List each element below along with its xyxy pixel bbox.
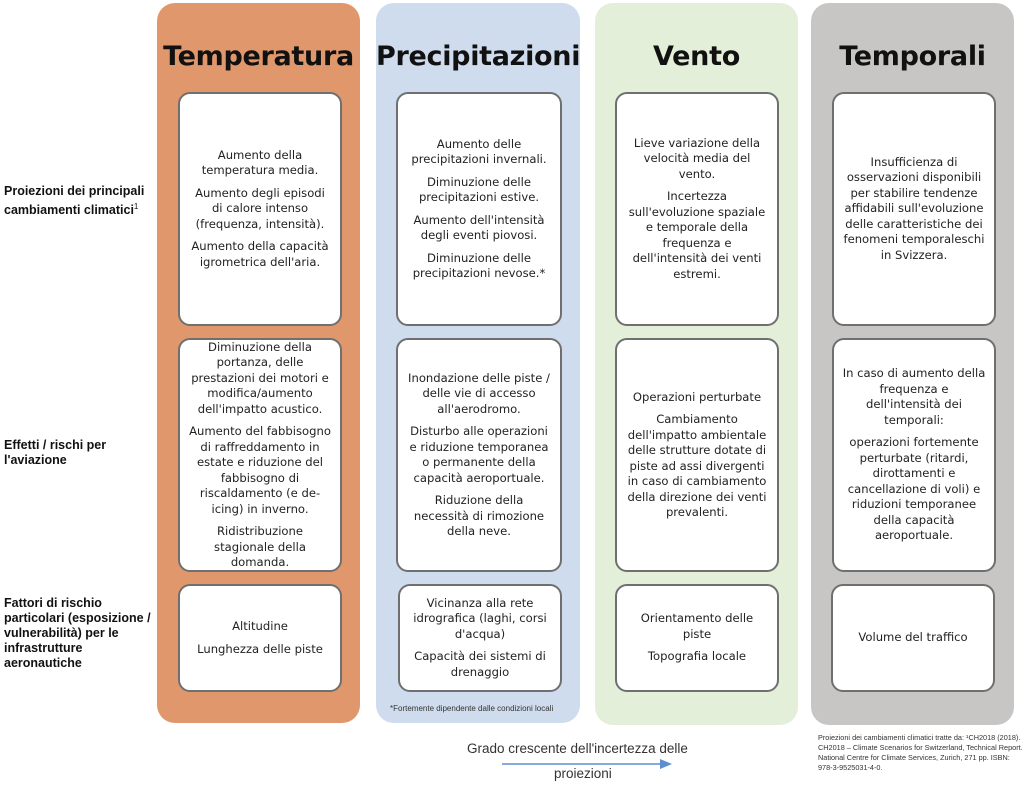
projections-box-vento [615,92,779,326]
column-temporali [811,3,1014,725]
source-note: Proiezioni dei cambiamenti climatici tratte da: ¹CH2018 (2018). CH2018 – Climate Scenarios for Switzerland, Technical Report. National Centre for Climate Services, Zurich, 271 pp. ISBN: 978-3-9525031-4-0. [818,733,1023,772]
column-title-temperatura: Temperatura [163,41,354,72]
projection-text: Aumento della temperatura media. [201,147,319,178]
effect-text: Aumento del fabbisogno di raffreddamento in estate e riduzione del fabbisogno di riscaldamento (e de-icing) in inverno. [189,424,331,516]
projection-text: Insufficienza di osservazioni disponibili per stabilire tendenze affidabili sull'evoluzione delle caratteristiche dei fenomeni temporaleschi in Svizzera. [843,154,985,262]
effect-text: Diminuzione della portanza, delle prestazioni dei motori e modifica/aumento dell'impatto acustico. [191,339,329,416]
row-label-projections-text: Proiezioni dei principali cambiamenti climatici [4,184,145,218]
row-label-factors-text: Fattori di rischio particolari (esposizione / vulnerabilità) per le infrastrutture aeronautiche [4,596,151,670]
factor-text: Capacità dei sistemi di drenaggio [414,649,546,679]
factors-box-precipitazioni [398,584,562,692]
column-title-precipitazioni: Precipitazioni [376,41,581,72]
row-label-effects [4,438,152,468]
factors-box-temporali [831,584,995,692]
projections-box-temporali [832,92,996,326]
column-temperatura [157,3,360,723]
effect-text: Operazioni perturbate [632,389,762,404]
factor-text: Lunghezza delle piste [197,641,323,656]
factor-text: Topografia locale [647,649,747,664]
row-label-projections [4,184,152,218]
uncertainty-label-line1: Grado crescente dell'incertezza delle [467,741,688,756]
effect-text: Ridistribuzione stagionale della domanda. [214,524,306,569]
effect-text: Inondazione delle piste / delle vie di accesso all'aerodromo. [408,370,550,416]
projection-text: Incertezza sull'evoluzione spaziale e temporale della frequenza e dell'intensità dei venti estremi. [628,189,766,281]
column-precipitazioni [376,3,580,723]
uncertainty-label-line2: proiezioni [554,766,612,781]
column-title-vento: Vento [653,41,740,72]
effect-text: Disturbo alle operazioni e riduzione temporanea o permanente della capacità aeroportuale. [409,424,549,485]
projection-text: Lieve variazione della velocità media del vento. [633,135,761,181]
projections-box-precipitazioni [396,92,562,326]
factor-text: Volume del traffico [858,630,968,645]
factors-box-temperatura [178,584,342,692]
column-vento [595,3,798,725]
projection-text: Aumento della capacità igrometrica dell'aria. [191,239,329,269]
factor-text: Vicinanza alla rete idrografica (laghi, corsi d'acqua) [413,595,547,641]
projection-text: Aumento delle precipitazioni invernali. [411,136,547,166]
effect-text: Cambiamento dell'impatto ambientale delle strutture dotate di piste ad assi divergenti in caso di cambiamento della direzione dei venti prevalenti. [627,412,767,519]
factor-text: Altitudine [232,619,288,633]
effect-text: Riduzione della necessità di rimozione della neve. [413,493,545,538]
effects-box-precipitazioni [396,338,562,572]
factors-box-vento [615,584,779,692]
column-title-temporali: Temporali [839,41,986,72]
factor-text: Orientamento delle piste [640,611,754,641]
effects-box-temporali [832,338,996,572]
effect-text: In caso di aumento della frequenza e dell'intensità dei temporali: [842,366,986,427]
projection-text: Aumento dell'intensità degli eventi piovosi. [413,212,545,242]
projections-box-temperatura [178,92,342,326]
projection-text: Diminuzione delle precipitazioni estive. [418,174,540,204]
projection-text: Aumento degli episodi di calore intenso (frequenza, intensità). [195,185,325,231]
projection-text: Diminuzione delle precipitazioni nevose.* [412,250,546,280]
row-label-effects-text: Effetti / rischi per l'aviazione [4,438,107,467]
effects-box-vento [615,338,779,572]
effect-text: operazioni fortemente perturbate (ritardi, dirottamenti e cancellazione di voli) e riduzioni temporanee della capacità aeroportuale. [847,435,981,543]
row-label-factors [4,596,152,671]
precipitation-footnote: *Fortemente dipendente dalle condizioni locali [390,704,554,713]
footnote-marker: 1 [133,202,139,211]
effects-box-temperatura [178,338,342,572]
